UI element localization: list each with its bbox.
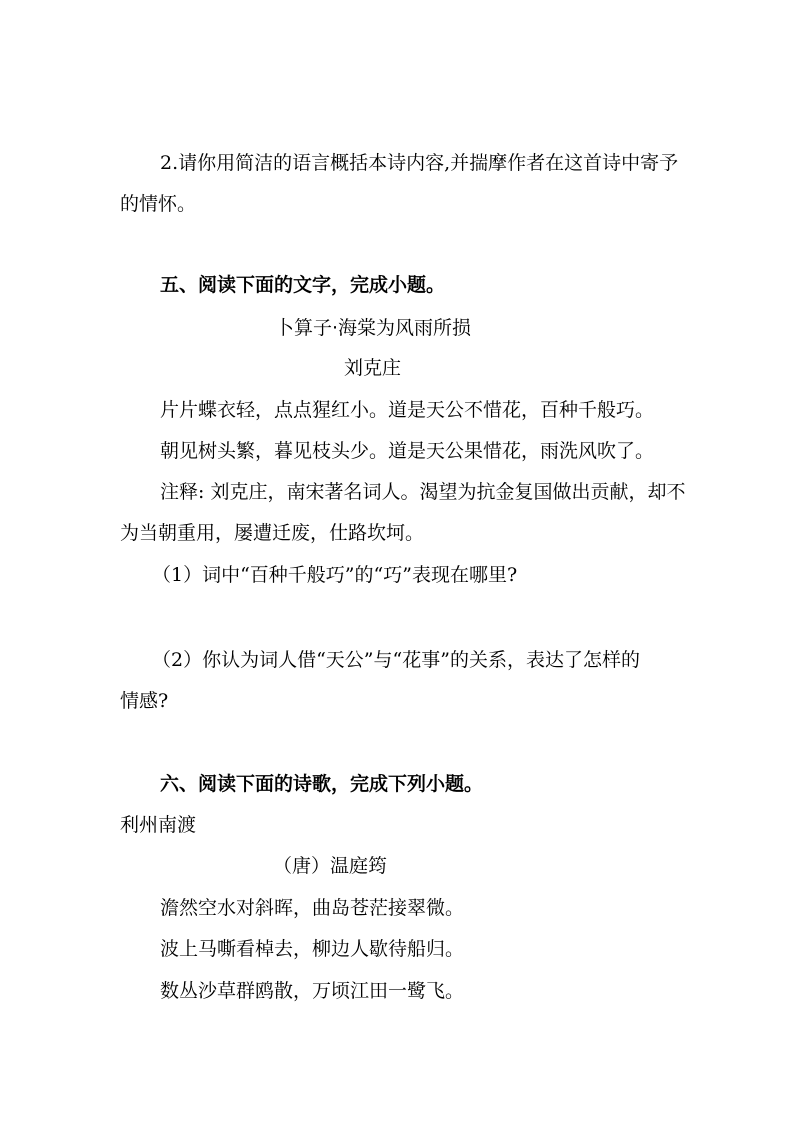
section-5-poem-line-1: 片片蝶衣轻，点点猩红小。道是天公不惜花，百种千般巧。: [160, 399, 655, 421]
section-6-poem-line-1: 澹然空水对斜晖，曲岛苍茫接翠微。: [160, 897, 465, 919]
section-5-poem-line-2: 朝见树头繁，暮见枝头少。道是天公果惜花，雨洗风吹了。: [160, 440, 655, 462]
section-5-poem-title: 卜算子·海棠为风雨所损: [275, 317, 472, 339]
section-5-sub-question-1: （1）词中“百种千般巧”的“巧”表现在哪里?: [152, 564, 518, 586]
question-2-line-1: 2.请你用简洁的语言概括本诗内容,并揣摩作者在这首诗中寄予: [160, 152, 679, 174]
question-2-line-2: 的情怀。: [120, 193, 197, 215]
section-5-note-line-1: 注释: 刘克庄，南宋著名词人。渴望为抗金复国做出贡献，却不: [160, 481, 686, 503]
section-6-poem-line-3: 数丛沙草群鸥散，万顷江田一鹭飞。: [160, 980, 465, 1002]
section-5-poem-author: 刘克庄: [344, 357, 402, 379]
section-5-sub-question-2-line-2: 情感?: [120, 690, 169, 712]
section-6-poem-title: 利州南渡: [120, 814, 197, 836]
section-6-poem-author: （唐）温庭筠: [273, 855, 388, 877]
section-6-heading: 六、阅读下面的诗歌，完成下列小题。: [160, 773, 484, 795]
section-6-poem-line-2: 波上马嘶看棹去，柳边人歇待船归。: [160, 938, 465, 960]
section-5-note-line-2: 为当朝重用，屡遭迁废，仕路坎坷。: [120, 522, 425, 544]
section-5-heading: 五、阅读下面的文字，完成小题。: [160, 274, 446, 296]
section-5-sub-question-2-line-1: （2）你认为词人借“天公”与“花事”的关系，表达了怎样的: [152, 649, 640, 671]
